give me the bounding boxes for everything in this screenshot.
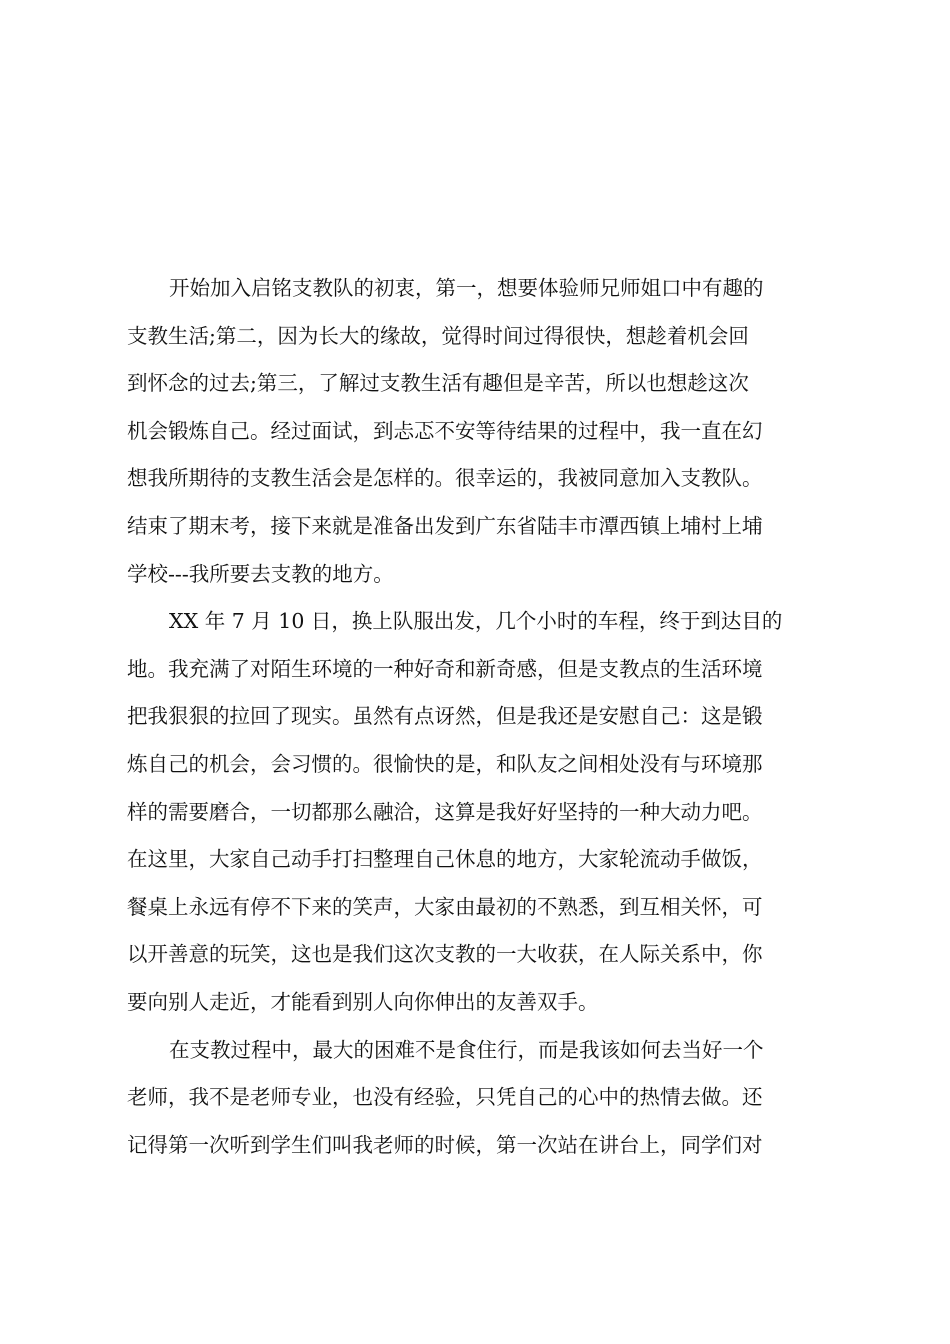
paragraph-line: 老师，我不是老师专业，也没有经验，只凭自己的心中的热情去做。还 — [127, 1085, 763, 1110]
paragraph-line: 把我狠狠的拉回了现实。虽然有点讶然，但是我还是安慰自己：这是锻 — [127, 704, 763, 729]
paragraph-line: 样的需要磨合，一切都那么融洽，这算是我好好坚持的一种大动力吧。 — [127, 799, 763, 824]
paragraph-line: XX 年 7 月 10 日，换上队服出发，几个小时的车程，终于到达目的 — [169, 609, 783, 634]
paragraph-3 — [127, 1027, 827, 1170]
paragraph-line: 学校---我所要去支教的地方。 — [127, 561, 394, 586]
paragraph-line: 记得第一次听到学生们叫我老师的时候，第一次站在讲台上，同学们对 — [127, 1132, 763, 1157]
paragraph-line: 机会锻炼自己。经过面试，到忐忑不安等待结果的过程中，我一直在幻 — [127, 418, 763, 443]
paragraph-line: 支教生活;第二，因为长大的缘故，觉得时间过得很快，想趁着机会回 — [127, 323, 749, 348]
paragraph-line: 想我所期待的支教生活会是怎样的。很幸运的，我被同意加入支教队。 — [127, 466, 763, 491]
paragraph-line: 地。我充满了对陌生环境的一种好奇和新奇感，但是支教点的生活环境 — [127, 656, 763, 681]
paragraph-line: 餐桌上永远有停不下来的笑声，大家由最初的不熟悉，到互相关怀，可 — [127, 894, 763, 919]
paragraph-1 — [127, 265, 827, 598]
paragraph-line: 炼自己的机会，会习惯的。很愉快的是，和队友之间相处没有与环境那 — [127, 751, 763, 776]
paragraph-line: 开始加入启铭支教队的初衷，第一，想要体验师兄师姐口中有趣的 — [169, 276, 764, 300]
paragraph-2 — [127, 598, 827, 1026]
paragraph-line: 在支教过程中，最大的困难不是食住行，而是我该如何去当好一个 — [169, 1037, 764, 1062]
paragraph-line: 要向别人走近，才能看到别人向你伸出的友善双手。 — [127, 989, 599, 1014]
paragraph-line: 到怀念的过去;第三，了解过支教生活有趣但是辛苦，所以也想趁这次 — [127, 371, 749, 396]
document-body — [127, 265, 827, 1169]
paragraph-line: 在这里，大家自己动手打扫整理自己休息的地方，大家轮流动手做饭， — [127, 847, 763, 872]
paragraph-line: 以开善意的玩笑，这也是我们这次支教的一大收获，在人际关系中，你 — [127, 942, 763, 967]
paragraph-line: 结束了期末考，接下来就是准备出发到广东省陆丰市潭西镇上埔村上埔 — [127, 513, 763, 538]
